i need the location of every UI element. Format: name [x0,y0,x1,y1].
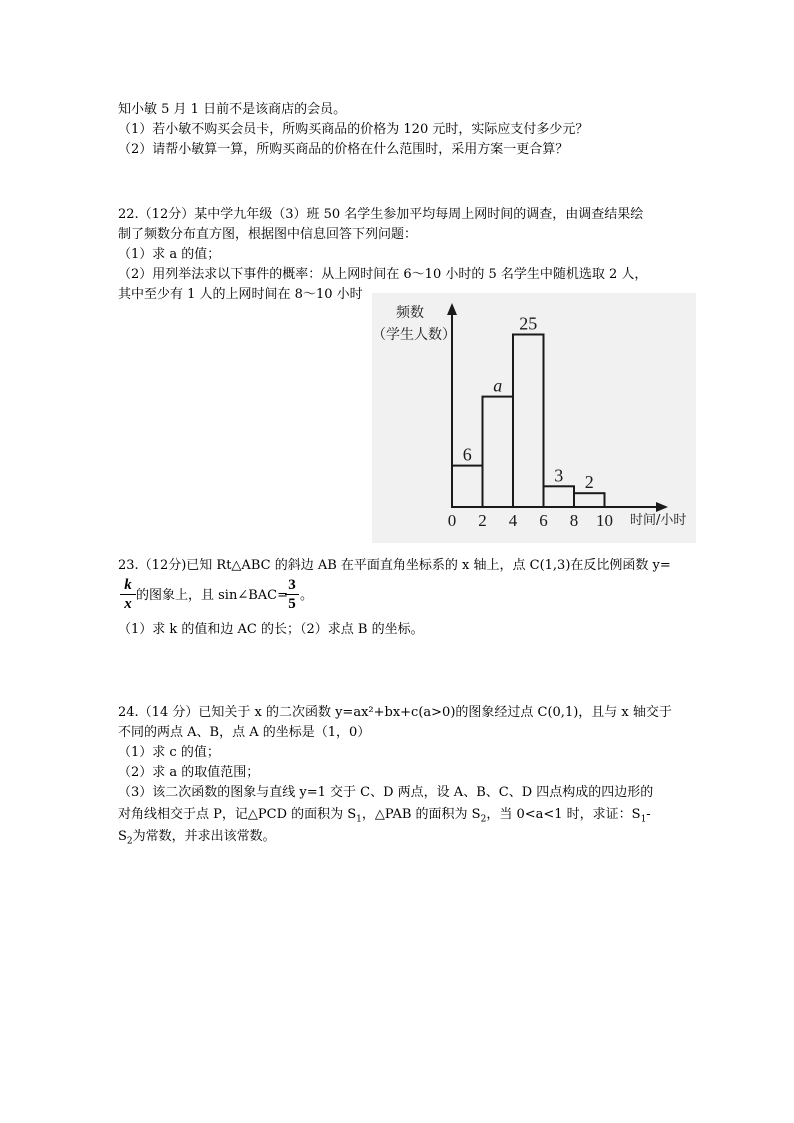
subscript-2: 2 [480,814,487,825]
q22-line1: 22.（12分）某中学九年级（3）班 50 名学生参加平均每周上网时间的调查，由调查结果绘 [118,207,644,222]
q24-part1: （1）求 c 的值； [118,745,220,760]
q22-part1: （1）求 a 的值； [118,247,221,262]
x-axis-label: 时间/小时 [630,513,687,528]
q22-part2: （2）用列举法求以下事件的概率：从上网时间在 6～10 小时的 5 名学生中随机选取 2 人， [118,267,648,282]
bar-value-label: 2 [584,472,594,493]
y-axis-label-line2: （学生人数） [372,327,456,343]
q24-text-s: S [118,829,127,844]
histogram-chart [372,293,696,543]
q24-text-e: 为常数，并求出该常数。 [132,829,276,844]
q23-line2b: 。 [300,588,314,603]
x-tick-label: 2 [478,511,487,530]
q24-line2: 不同的两点 A、B，点 A 的坐标是（1，0） [118,725,371,740]
fraction-numerator-3: 3 [288,577,296,593]
subscript-2b: 2 [126,836,133,847]
bar-value-label: a [493,375,503,396]
x-tick-label: 0 [447,511,457,530]
q23-fraction-3-over-5 [284,577,300,612]
subscript-1b: 1 [640,814,647,825]
fraction-denominator-5: 5 [288,596,296,612]
q23-line2a: 的图象上，且 sin∠BAC= [136,588,289,603]
bar-value-label: 25 [519,313,538,334]
q23-fraction-k-over-x [118,577,138,612]
q24-part2: （2）求 a 的取值范围； [118,765,260,780]
q23-parts: （1）求 k 的值和边 AC 的长；（2）求点 B 的坐标。 [118,622,424,637]
fraction-denominator-x: x [124,596,132,612]
x-tick-label: 10 [596,511,613,530]
q21-part1: （1）若小敏不购买会员卡，所购买商品的价格为 120 元时，实际应支付多少元？ [118,122,589,137]
bar-value-label: 3 [554,465,564,486]
y-axis-label-line1: 频数 [396,305,424,321]
q23-line1: 23.（12分)已知 Rt△ABC 的斜边 AB 在平面直角坐标系的 x 轴上，点 C(1,3)在反比例函数 y= [118,558,671,573]
line-member-note: 知小敏 5 月 1 日前不是该商店的会员。 [118,102,347,117]
q24-part3-line1: （3）该二次函数的图象与直线 y=1 交于 C、D 两点，设 A、B、C、D 四点构成的四边形的 [118,785,654,800]
x-tick-label: 6 [539,511,548,530]
x-tick-label: 4 [508,511,518,530]
q24-part3-line3 [118,828,276,851]
q24-text-c: ，当 0<a<1 时，求证：S [486,807,641,822]
q24-part3-line2 [118,806,651,829]
fraction-bar [120,594,136,595]
q22-part2-cont: 其中至少有 1 人的上网时间在 8～10 小时 [118,287,363,302]
q22-line2: 制了频数分布直方图，根据图中信息回答下列问题： [118,227,418,242]
subscript-1: 1 [356,814,362,825]
fraction-bar [285,594,299,595]
bar-value-label: 6 [462,444,472,465]
q24-text-b: ，△PAB 的面积为 S [361,807,481,822]
q24-text-d: - [646,807,651,822]
q24-line1: 24.（14 分）已知关于 x 的二次函数 y=ax²+bx+c(a>0)的图象经过点 C(0,1)，且与 x 轴交于 [118,705,672,720]
q21-part2: （2）请帮小敏算一算，所购买商品的价格在什么范围时，采用方案一更合算？ [118,142,569,157]
q24-text-a: 对角线相交于点 P，记△PCD 的面积为 S [118,807,357,822]
fraction-numerator-k: k [124,577,132,593]
x-tick-label: 8 [569,511,579,530]
